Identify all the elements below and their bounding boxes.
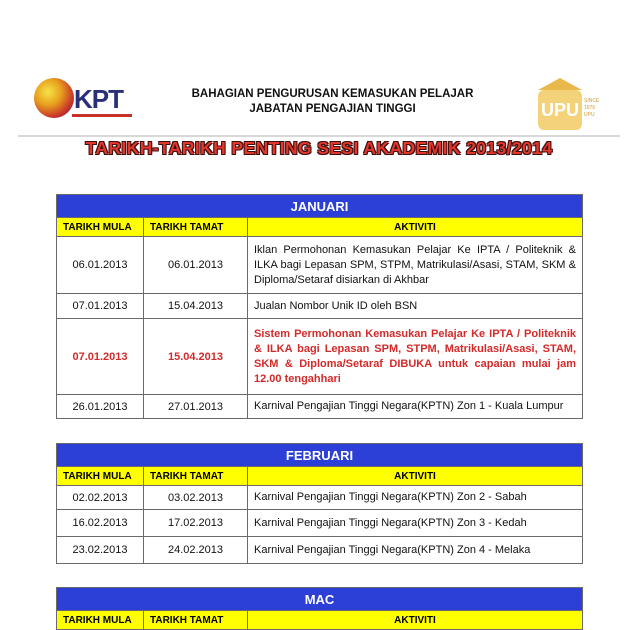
- kpt-logo: [28, 74, 138, 132]
- month-table-februari: [56, 443, 583, 564]
- end-date: 17.02.2013: [144, 510, 248, 537]
- start-date: 07.01.2013: [57, 294, 144, 319]
- column-header-activity: AKTIVITI: [248, 467, 583, 486]
- end-date: 06.01.2013: [144, 237, 248, 294]
- activity: Jualan Nombor Unik ID oleh BSN: [248, 294, 583, 319]
- column-header-end: TARIKH TAMAT: [144, 611, 248, 630]
- column-header-activity: AKTIVITI: [248, 218, 583, 237]
- start-date: 23.02.2013: [57, 537, 144, 564]
- kpt-logo-text: KPT: [74, 84, 123, 114]
- activity: Karnival Pengajian Tinggi Negara(KPTN) Zon 2 - Sabah: [248, 486, 583, 510]
- month-heading: FEBRUARI: [57, 444, 583, 467]
- activity: Karnival Pengajian Tinggi Negara(KPTN) Zon 3 - Kedah: [248, 510, 583, 537]
- graduation-cap-icon: [538, 78, 582, 90]
- month-heading: MAC: [57, 588, 583, 611]
- end-date: 03.02.2013: [144, 486, 248, 510]
- start-date: 02.02.2013: [57, 486, 144, 510]
- table-row: [57, 510, 583, 537]
- column-header-start: TARIKH MULA: [57, 218, 144, 237]
- end-date: 15.04.2013: [144, 294, 248, 319]
- upu-since-text: SINCE 1976: [584, 98, 600, 111]
- activity: Karnival Pengajian Tinggi Negara(KPTN) Zon 1 - Kuala Lumpur: [248, 395, 583, 419]
- page-banner: TARIKH-TARIKH PENTING SESI AKADEMIK 2013/2014: [85, 138, 553, 158]
- activity: Karnival Pengajian Tinggi Negara(KPTN) Zon 4 - Melaka: [248, 537, 583, 564]
- month-heading: JANUARI: [57, 195, 583, 218]
- column-header-end: TARIKH TAMAT: [144, 467, 248, 486]
- month-table-januari: [56, 194, 583, 419]
- ministry-title: JABATAN PENGAJIAN TINGGI: [249, 103, 416, 115]
- start-date: 16.02.2013: [57, 510, 144, 537]
- table-row: [57, 294, 583, 319]
- start-date: 26.01.2013: [57, 395, 144, 419]
- activity: Iklan Permohonan Kemasukan Pelajar Ke IPTA / Politeknik & ILKA bagi Lepasan SPM, STPM, Matrikulasi/Asasi, STAM, SKM & Diploma/Setaraf disiarkan di Akhbar: [248, 237, 583, 294]
- upu-logo-text: UPU: [538, 90, 582, 130]
- table-row: [57, 237, 583, 294]
- document-header: [0, 0, 638, 140]
- table-row: [57, 319, 583, 395]
- upu-small-text: UPU: [584, 112, 595, 118]
- column-header-end: TARIKH TAMAT: [144, 218, 248, 237]
- table-row: [57, 537, 583, 564]
- start-date: 06.01.2013: [57, 237, 144, 294]
- department-title: BAHAGIAN PENGURUSAN KEMASUKAN PELAJAR: [191, 88, 474, 100]
- table-row: [57, 486, 583, 510]
- month-table-mac: [56, 587, 583, 630]
- table-row: [57, 395, 583, 419]
- upu-logo: [532, 76, 608, 134]
- start-date: 07.01.2013: [57, 319, 144, 395]
- end-date: 15.04.2013: [144, 319, 248, 395]
- header-divider: [18, 135, 620, 137]
- column-header-start: TARIKH MULA: [57, 611, 144, 630]
- column-header-start: TARIKH MULA: [57, 467, 144, 486]
- end-date: 24.02.2013: [144, 537, 248, 564]
- end-date: 27.01.2013: [144, 395, 248, 419]
- activity: Sistem Permohonan Kemasukan Pelajar Ke IPTA / Politeknik & ILKA bagi Lepasan SPM, STPM, Matrikulasi/Asasi, STAM, SKM & Diploma/Setaraf DIBUKA untuk capaian mulai jam 12.00 tengahhari: [248, 319, 583, 395]
- column-header-activity: AKTIVITI: [248, 611, 583, 630]
- globe-icon: [34, 78, 74, 118]
